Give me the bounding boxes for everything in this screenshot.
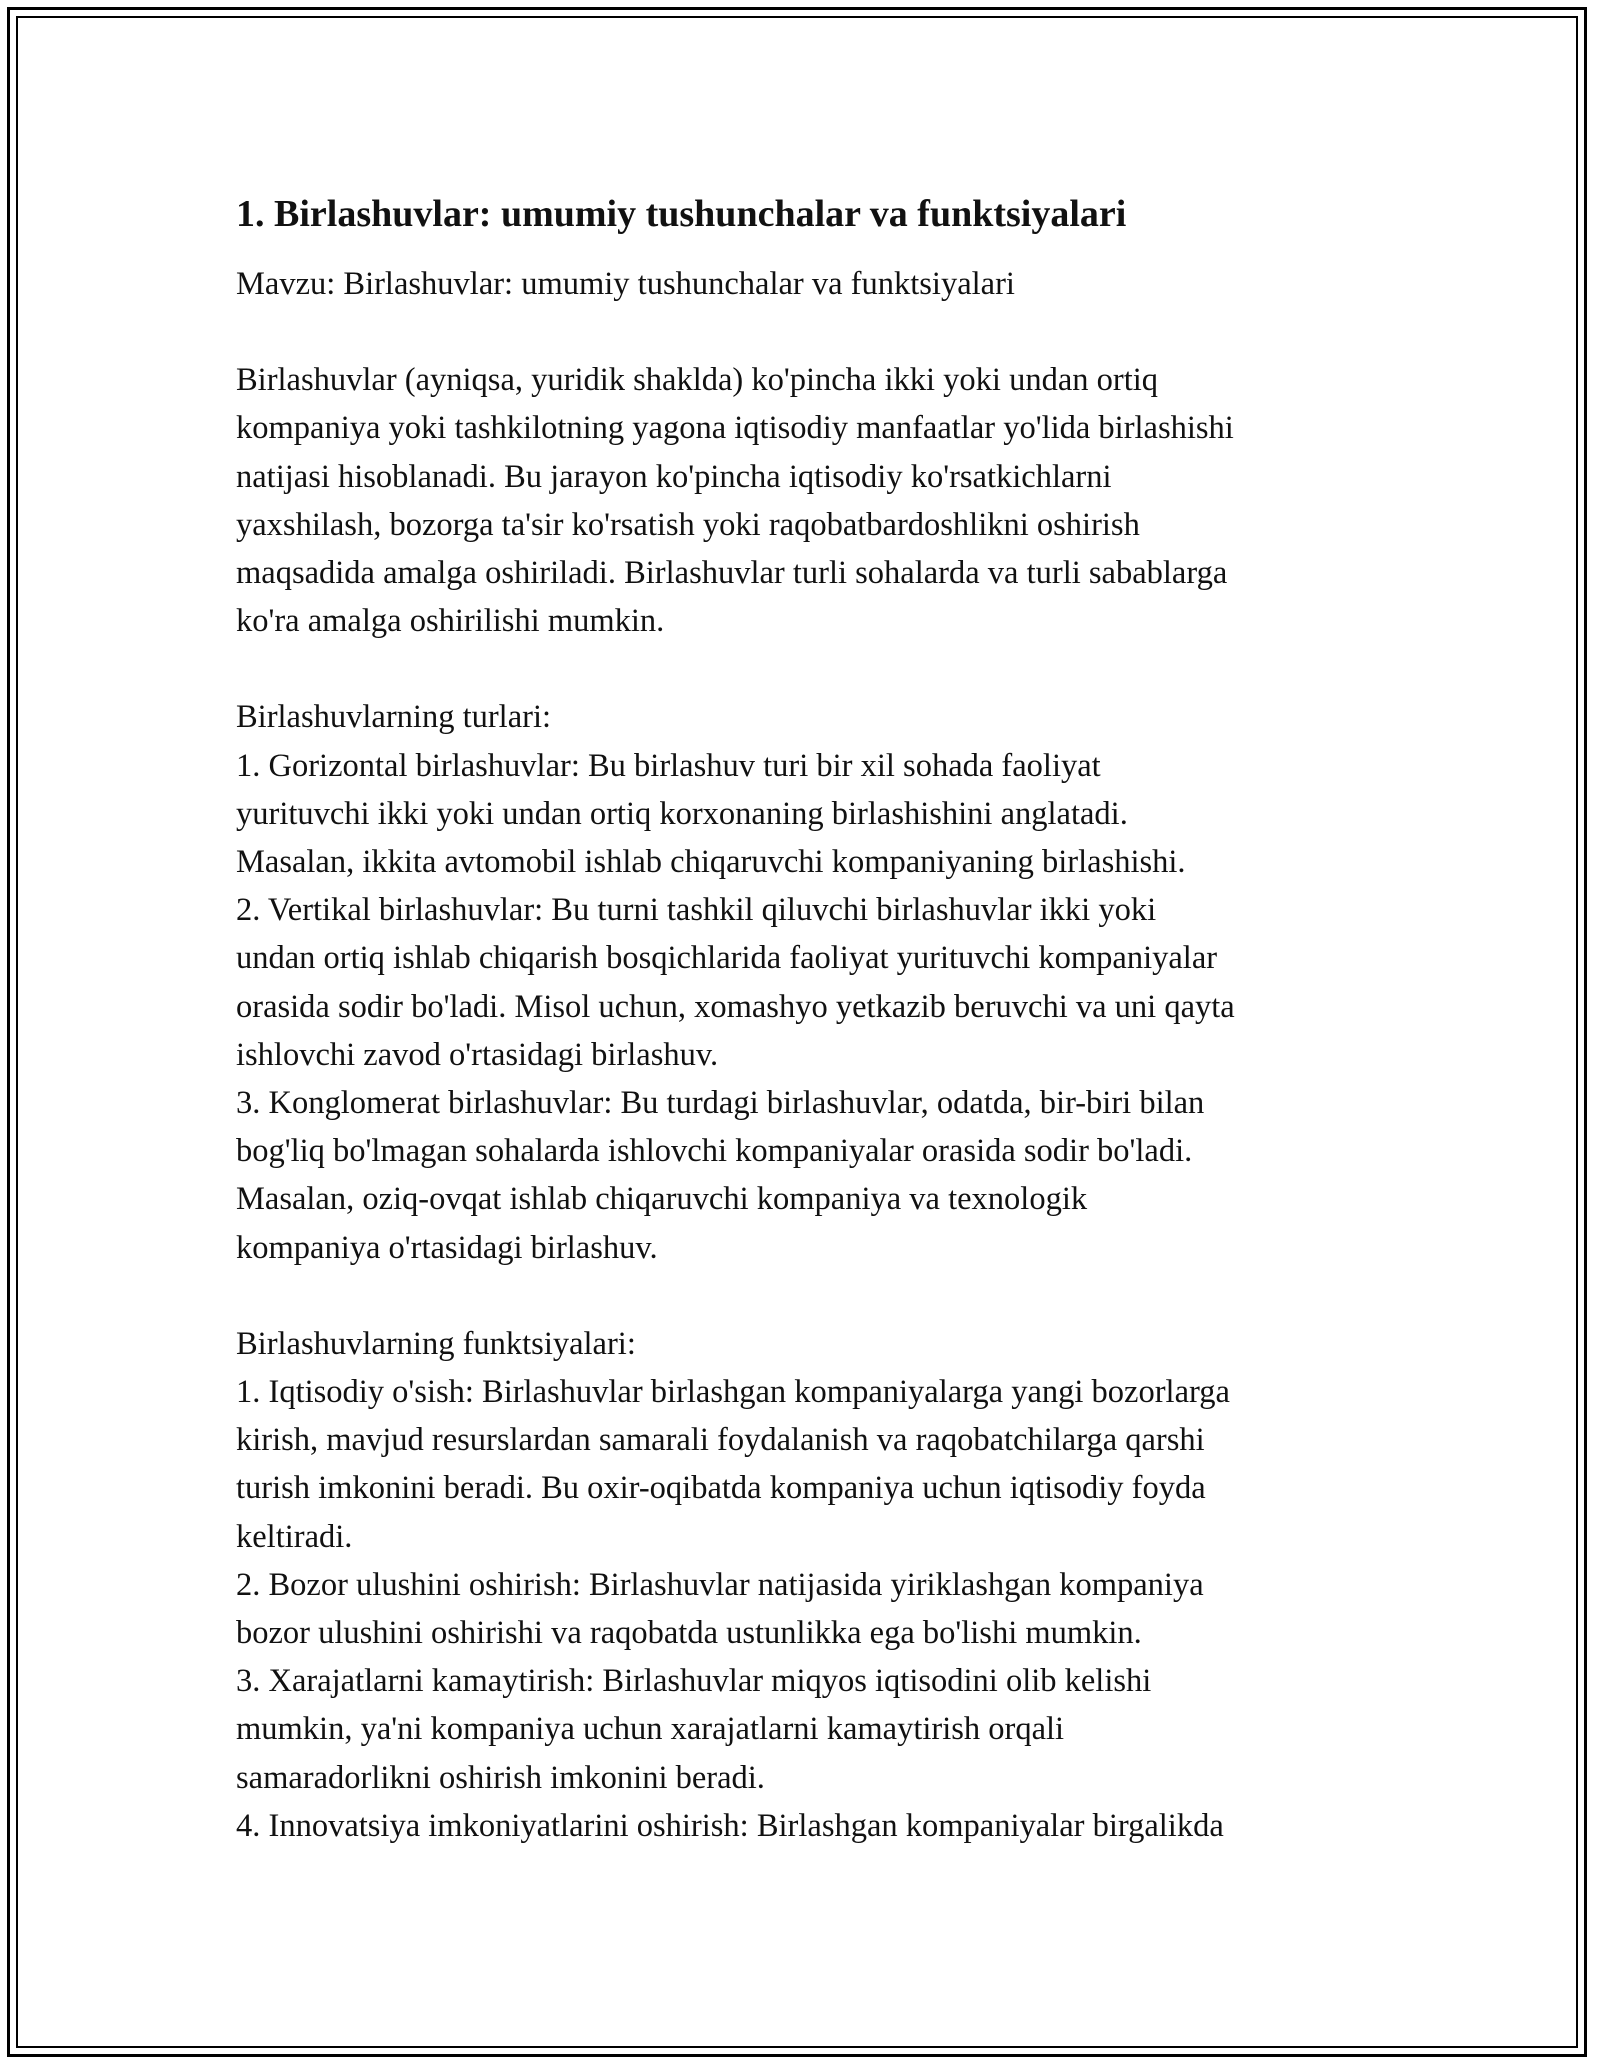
- list-item: 4. Innovatsiya imkoniyatlarini oshirish: Birlashgan kompaniyalar birgalikda: [236, 1807, 1224, 1844]
- topic-line: Mavzu: Birlashuvlar: umumiy tushunchalar va funktsiyalari: [236, 266, 1015, 302]
- types-heading: Birlashuvlarning turlari:: [236, 699, 552, 736]
- list-item: 2. Bozor ulushini oshirish: Birlashuvlar natijasida yiriklashgan kompaniya bozor ulushini oshirishi va raqobatda ustunlikka ega bo'lishi mumkin.: [236, 1566, 1204, 1652]
- list-item: 1. Gorizontal birlashuvlar: Bu birlashuv turi bir xil sohada faoliyat yurituvchi ikki yoki undan ortiq korxonaning birlashishini anglatadi. Masalan, ikkita avtomobil ishlab chiqaruvchi kompaniyaning birlashishi.: [236, 747, 1186, 881]
- list-item: 3. Xarajatlarni kamaytirish: Birlashuvlar miqyos iqtisodini olib kelishi mumkin, ya'ni kompaniya uchun xarajatlarni kamaytirish orqali samaradorlikni oshirish imkonini beradi.: [236, 1663, 1152, 1796]
- list-item: 2. Vertikal birlashuvlar: Bu turni tashkil qiluvchi birlashuvlar ikki yoki undan ortiq ishlab chiqarish bosqichlarida faoliyat yurituvchi kompaniyalar orasida sodir bo'ladi. Misol uchun, xomashyo yetkazib beruvchi va uni qayta ishlovchi zavod o'rtasidagi birlashuv.: [236, 892, 1235, 1073]
- document-body: [236, 186, 1386, 1850]
- spacer: [236, 645, 1386, 693]
- document-title: 1. Birlashuvlar: umumiy tushunchalar va funktsiyalari: [236, 193, 1127, 235]
- spacer: [236, 1272, 1386, 1320]
- list-item: 3. Konglomerat birlashuvlar: Bu turdagi birlashuvlar, odatda, bir-biri bilan bog'liq bo'lmagan sohalarda ishlovchi kompaniyalar orasida sodir bo'ladi. Masalan, oziq-ovqat ishlab chiqaruvchi kompaniya va texnologik kompaniya o'rtasidagi birlashuv.: [236, 1085, 1205, 1266]
- types-section: [236, 693, 1386, 1271]
- functions-heading: Birlashuvlarning funktsiyalari:: [236, 1325, 636, 1362]
- intro-paragraph: Birlashuvlar (ayniqsa, yuridik shaklda) ko'pincha ikki yoki undan ortiq kompaniya yoki tashkilotning yagona iqtisodiy manfaatlar yo'lida birlashishi natijasi hisoblanadi. Bu jarayon ko'pincha iqtisodiy ko'rsatkichlarni yaxshilash, bozorga ta'sir ko'rsatish yoki raqobatbardoshlikni oshirish maqsadida amalga oshiriladi. Birlashuvlar turli sohalarda va turli sabablarga ko'ra amalga oshirilishi mumkin.: [236, 362, 1234, 640]
- list-item: 1. Iqtisodiy o'sish: Birlashuvlar birlashgan kompaniyalarga yangi bozorlarga kirish, mavjud resurslardan samarali foydalanish va raqobatchilarga qarshi turish imkonini beradi. Bu oxir-oqibatda kompaniya uchun iqtisodiy foyda keltiradi.: [236, 1374, 1230, 1555]
- spacer: [236, 308, 1386, 356]
- functions-section: [236, 1320, 1386, 1850]
